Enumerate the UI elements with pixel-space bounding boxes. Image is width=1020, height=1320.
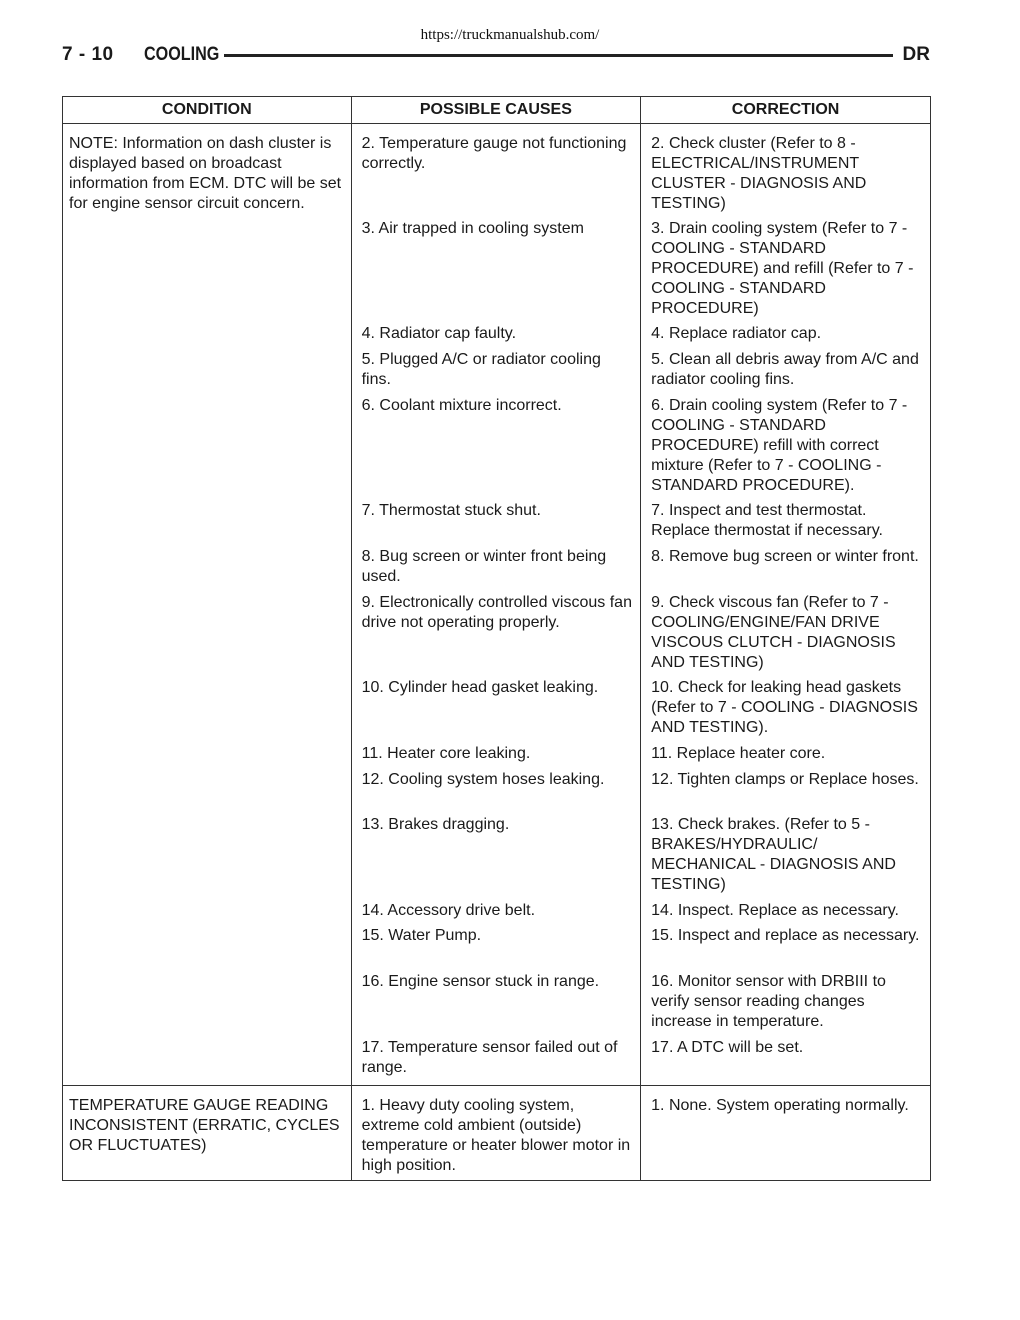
correction-cell: [641, 972, 931, 1038]
correction-text: 15. Inspect and replace as necessary.: [651, 926, 920, 944]
cause-cell: [351, 219, 641, 324]
correction-text: 1. None. System operating normally.: [651, 1097, 909, 1114]
cause-cell: [351, 396, 641, 501]
correction-text: 7. Inspect and test thermostat. Replace thermostat if necessary.: [651, 501, 883, 539]
condition-text: TEMPERATURE GAUGE READING INCONSISTENT (ERRATIC, CYCLES OR FLUCTUATES): [69, 1097, 340, 1154]
cause-cell: [351, 770, 641, 815]
cause-cell: [351, 815, 641, 901]
cause-cell: [351, 501, 641, 547]
cause-cell: [351, 1038, 641, 1086]
correction-text: 12. Tighten clamps or Replace hoses.: [651, 770, 919, 788]
cause-text: 10. Cylinder head gasket leaking.: [361, 678, 599, 696]
cause-cell: [351, 350, 641, 396]
cause-cell: [351, 926, 641, 972]
correction-text: 17. A DTC will be set.: [651, 1038, 804, 1056]
correction-text: 3. Drain cooling system (Refer to 7 - COOLING - STANDARD PROCEDURE) and refill (Refer to 7 - COOLING - STANDARD PROCEDURE): [651, 219, 914, 317]
correction-cell: [641, 926, 931, 972]
header-possible-causes: POSSIBLE CAUSES: [351, 97, 641, 124]
condition-cell: [63, 1086, 352, 1181]
correction-cell: [641, 501, 931, 547]
model-code: DR: [902, 44, 930, 65]
cause-text: 4. Radiator cap faulty.: [361, 324, 517, 342]
cause-text: 15. Water Pump.: [361, 926, 482, 944]
correction-cell: [641, 396, 931, 501]
cause-cell: [351, 678, 641, 744]
cause-text: 12. Cooling system hoses leaking.: [361, 770, 605, 788]
correction-cell: [641, 744, 931, 770]
cause-cell: [351, 593, 641, 678]
cause-cell: [351, 324, 641, 350]
cause-text: 8. Bug screen or winter front being used.: [361, 547, 607, 585]
cause-text: 6. Coolant mixture incorrect.: [361, 396, 562, 414]
section-title: COOLING: [143, 44, 219, 65]
cause-text: 5. Plugged A/C or radiator cooling fins.: [361, 350, 601, 388]
cause-cell: [351, 1086, 641, 1181]
correction-text: 13. Check brakes. (Refer to 5 - BRAKES/HYDRAULIC/ MECHANICAL - DIAGNOSIS AND TESTING): [651, 815, 896, 893]
cause-text: 3. Air trapped in cooling system: [361, 219, 584, 237]
correction-cell: [641, 324, 931, 350]
correction-cell: [641, 547, 931, 593]
cause-cell: [351, 547, 641, 593]
correction-cell: [641, 678, 931, 744]
correction-text: 11. Replace heater core.: [651, 744, 826, 762]
cause-text: 7. Thermostat stuck shut.: [361, 501, 541, 519]
cause-text: 17. Temperature sensor failed out of range.: [361, 1038, 618, 1076]
page-header: [62, 44, 930, 66]
cause-text: 11. Heater core leaking.: [361, 744, 531, 762]
cause-text: 2. Temperature gauge not functioning correctly.: [361, 135, 627, 172]
cause-cell: [351, 744, 641, 770]
cause-text: 9. Electronically controlled viscous fan drive not operating properly.: [361, 593, 632, 631]
correction-text: 2. Check cluster (Refer to 8 - ELECTRICAL/INSTRUMENT CLUSTER - DIAGNOSIS AND TESTING): [651, 135, 867, 212]
correction-text: 14. Inspect. Replace as necessary.: [651, 901, 899, 919]
cause-text: 13. Brakes dragging.: [361, 815, 510, 833]
correction-text: 8. Remove bug screen or winter front.: [651, 547, 919, 565]
correction-cell: [641, 593, 931, 678]
correction-text: 16. Monitor sensor with DRBIII to verify sensor reading changes increase in temperature.: [651, 972, 886, 1030]
cause-text: 14. Accessory drive belt.: [361, 901, 536, 919]
correction-text: 4. Replace radiator cap.: [651, 324, 822, 342]
correction-cell: [641, 901, 931, 926]
cause-text: 16. Engine sensor stuck in range.: [361, 972, 600, 990]
correction-cell: [641, 815, 931, 901]
diagnosis-table: [62, 96, 931, 1181]
cause-cell: [351, 124, 641, 219]
correction-cell: [641, 770, 931, 815]
correction-cell: [641, 124, 931, 219]
cause-cell: [351, 972, 641, 1038]
header-correction: CORRECTION: [641, 97, 931, 124]
page-number: 7 - 10: [62, 44, 114, 65]
correction-cell: [641, 1086, 931, 1181]
correction-cell: [641, 350, 931, 396]
correction-text: 9. Check viscous fan (Refer to 7 - COOLING/ENGINE/FAN DRIVE VISCOUS CLUTCH - DIAGNOSIS AND TESTING): [651, 593, 896, 671]
header-condition: CONDITION: [63, 97, 352, 124]
correction-cell: [641, 1038, 931, 1086]
cause-text: 1. Heavy duty cooling system, extreme cold ambient (outside) temperature or heater blower motor in high position.: [361, 1097, 631, 1174]
correction-cell: [641, 219, 931, 324]
source-url: https://truckmanualshub.com/: [420, 27, 600, 43]
condition-note: NOTE: Information on dash cluster is displayed based on broadcast information from ECM. DTC will be set for engine sensor circuit concern.: [69, 135, 342, 212]
cause-cell: [351, 901, 641, 926]
correction-text: 6. Drain cooling system (Refer to 7 - COOLING - STANDARD PROCEDURE) refill with correct mixture (Refer to 7 - COOLING - STANDARD PROCEDURE).: [651, 396, 908, 494]
header-rule: [224, 54, 892, 57]
condition-cell: [63, 124, 352, 1086]
correction-text: 10. Check for leaking head gaskets (Refer to 7 - COOLING - DIAGNOSIS AND TESTING).: [651, 678, 918, 736]
correction-text: 5. Clean all debris away from A/C and radiator cooling fins.: [651, 350, 919, 388]
